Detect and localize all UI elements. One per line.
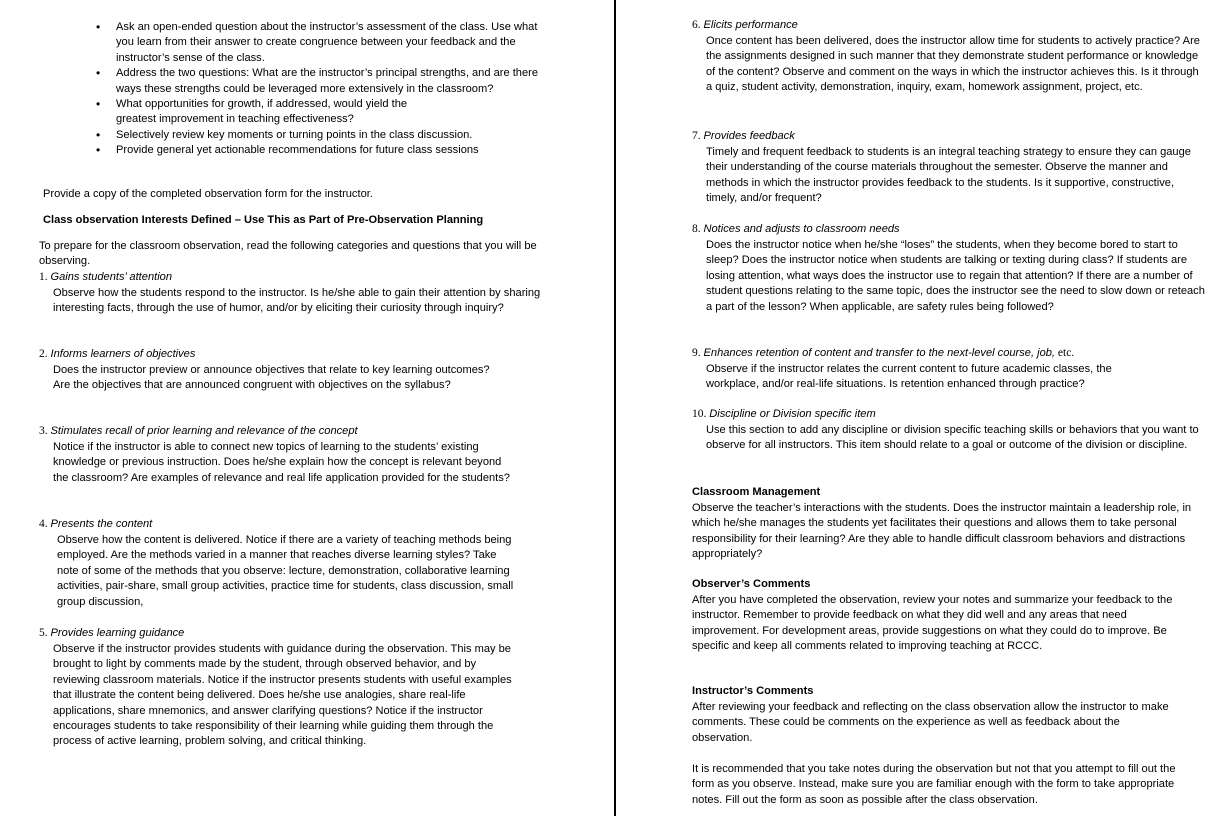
- item-6-title: 6. Elicits performance: [692, 19, 798, 31]
- observer-comments-body: After you have completed the observation, review your notes and summarize your feedback to the instructor. Remember to provide feedback on what they did well and any areas that need improvement. For development areas, provide suggestions on what they could do to improve. Be specific and keep all comments related to improving teaching at RCCC.: [692, 594, 1173, 653]
- item-9-title: 9. Enhances retention of content and transfer to the next-level course, job, etc.: [692, 347, 1075, 359]
- recommendation-text: It is recommended that you take notes during the observation but not that you attempt to fill out the form as you observe. Instead, make sure you are familiar enough with the form to take appropriate notes. Fill out the form as soon as possible after the class observation.: [692, 763, 1176, 806]
- item-1-body: Observe how the students respond to the instructor. Is he/she able to gain their attention by sharing interesting facts, through the use of humor, and/or by eliciting their curiosity through inquiry?: [53, 287, 541, 315]
- debrief-bullet-list: [96, 20, 546, 159]
- item-9-body: Observe if the instructor relates the current content to future academic classes, the workplace, and/or real-life situations. Is retention enhanced through practice?: [706, 363, 1112, 391]
- observer-comments-heading: Observer’s Comments: [692, 578, 811, 590]
- copy-note: Provide a copy of the completed observation form for the instructor.: [43, 188, 373, 200]
- list-item: • Ask an open-ended question about the instructor’s assessment of the class. Use what you learn from their answer to create congruence between your feedback and the instructor’s sense of the class.: [96, 20, 546, 66]
- list-item: • Address the two questions: What are the instructor’s principal strengths, and are there ways these strengths could be leveraged more extensively in the classroom?: [96, 66, 546, 97]
- item-7-body: Timely and frequent feedback to students is an integral teaching strategy to ensure they can gauge their understanding of the course materials throughout the semester. Observe the manner and methods in which the instructor provides feedback to the students. Is it supportive, constructive, timely, and/or frequent?: [706, 146, 1191, 205]
- item-10-body: Use this section to add any discipline or division specific teaching skills or behaviors that you want to observe for all instructors. This item should relate to a goal or outcome of the division or discipline.: [706, 424, 1199, 452]
- item-8-body: Does the instructor notice when he/she “loses” the students, when they become bored to start to sleep? Does the instructor notice when students are talking or texting during class? If students are losing attention, what ways does the instructor use to regain that attention? If there are a number of student questions relating to the same topic, does the instructor see the need to slow down or reteach a part of the lesson? When applicable, are safety rules being followed?: [706, 239, 1205, 313]
- item-2-title: 2. Informs learners of objectives: [39, 348, 196, 360]
- item-5-body: Observe if the instructor provides students with guidance during the observation. This may be brought to light by comments made by the student, through observed behavior, and by reviewing classroom materials. Notice if the instructor presents students with useful examples that illustrate the content being delivered. Does he/she use analogies, share real-life applications, share mnemonics, and answer clarifying questions? Notice if the instructor encourages students to take responsibility of their learning while guiding them through the process of active learning, problem solving, and critical thinking.: [53, 643, 512, 748]
- instructor-comments-body: After reviewing your feedback and reflecting on the class observation allow the instructor to make comments. These could be comments on the experience as well as feedback about the observation.: [692, 701, 1169, 744]
- list-item: • What opportunities for growth, if addressed, would yield the greatest improvement in teaching effectiveness?: [96, 97, 436, 128]
- classroom-management-body: Observe the teacher’s interactions with the students. Does the instructor maintain a leadership role, in which he/she manages the students yet facilitates their questions and allows them to take personal responsibility for their learning? Are they able to handle difficult classroom behaviors and distractions appropriately?: [692, 502, 1192, 561]
- item-6-body: Once content has been delivered, does the instructor allow time for students to actively practice? Are the assignments designed in such manner that they demonstrate student performance or knowledge of the content? Observe and comment on the ways in which the instructor achieves this. Is it through a quiz, student activity, demonstration, inquiry, exam, homework assignment, project, etc.: [706, 35, 1200, 94]
- item-8-title: 8. Notices and adjusts to classroom needs: [692, 223, 900, 235]
- classroom-management-heading: Classroom Management: [692, 486, 821, 498]
- item-2-body: Does the instructor preview or announce objectives that relate to key learning outcomes? Are the objectives that are announced congruent with objectives on the syllabus?: [53, 364, 490, 392]
- item-5-title: 5. Provides learning guidance: [39, 627, 185, 639]
- page-divider: [614, 0, 616, 816]
- item-1-title: 1. Gains students’ attention: [39, 271, 172, 283]
- item-3-body: Notice if the instructor is able to connect new topics of learning to the students’ existing knowledge or previous instruction. Does he/she explain how the concept is relevant beyond the classroom? Are examples of relevance and real life application provided for the students?: [53, 441, 510, 484]
- list-item: • Selectively review key moments or turning points in the class discussion.: [96, 128, 546, 143]
- intro-text: To prepare for the classroom observation, read the following categories and questions that you will be observing.: [39, 240, 537, 268]
- item-10-title: 10. Discipline or Division specific item: [692, 408, 876, 420]
- item-4-title: 4. Presents the content: [39, 518, 153, 530]
- list-item: • Provide general yet actionable recommendations for future class sessions: [96, 143, 546, 158]
- instructor-comments-heading: Instructor’s Comments: [692, 685, 814, 697]
- item-7-title: 7. Provides feedback: [692, 130, 795, 142]
- interests-heading: Class observation Interests Defined – Use This as Part of Pre-Observation Planning: [43, 214, 484, 226]
- item-4-body: Observe how the content is delivered. Notice if there are a variety of teaching methods being employed. Are the methods varied in a manner that reaches diverse learning styles? Take note of some of the methods that you observe: lecture, demonstration, collaborative learning activities, pair-share, small group activities, practice time for students, class discussion, small group discussion,: [57, 534, 514, 608]
- item-3-title: 3. Stimulates recall of prior learning and relevance of the concept: [39, 425, 358, 437]
